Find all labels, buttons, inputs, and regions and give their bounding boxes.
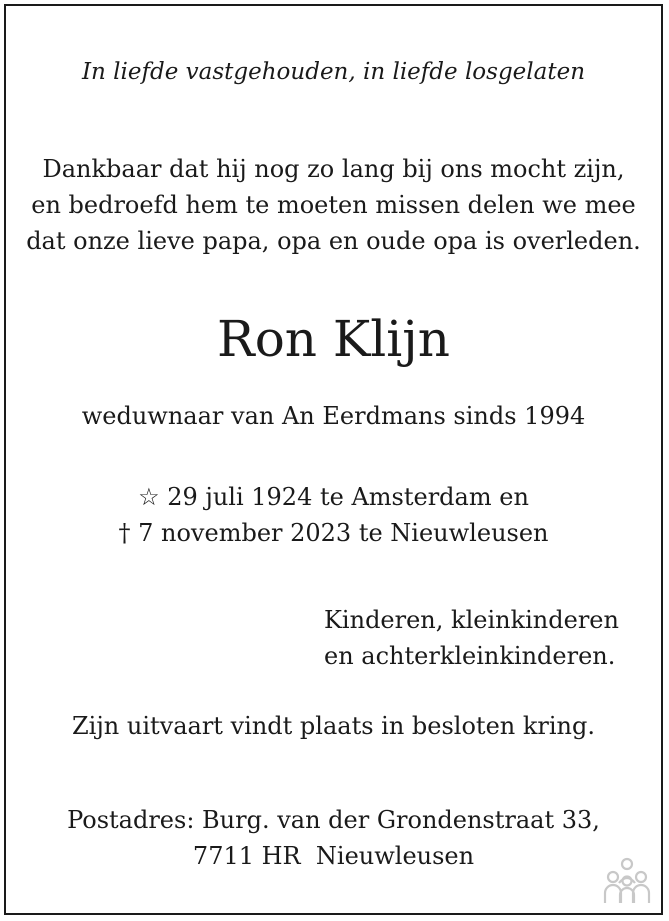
- family-line: Kinderen, kleinkinderen: [324, 606, 619, 634]
- people-group-icon: [601, 853, 653, 905]
- address-line: Postadres: Burg. van der Grondenstraat 33,: [67, 806, 600, 834]
- intro-line: Dankbaar dat hij nog zo lang bij ons mocht zijn,: [42, 155, 625, 183]
- widower-line: weduwnaar van An Eerdmans sinds 1994: [81, 402, 586, 430]
- intro-text: [6, 151, 661, 259]
- obituary-card: [4, 4, 663, 915]
- family-line: en achterkleinkinderen.: [324, 642, 616, 670]
- intro-line: dat onze lieve papa, opa en oude opa is overleden.: [26, 227, 641, 255]
- birth-line: ☆ 29 juli 1924 te Amsterdam en: [138, 483, 529, 511]
- family-signature: [324, 602, 624, 674]
- funeral-notice: Zijn uitvaart vindt plaats in besloten kring.: [72, 712, 595, 740]
- death-line: † 7 november 2023 te Nieuwleusen: [118, 519, 549, 547]
- postal-address: [6, 802, 661, 874]
- dates: [6, 479, 661, 551]
- deceased-name: Ron Klijn: [217, 310, 450, 368]
- motto: In liefde vastgehouden, in liefde losgelaten: [81, 59, 586, 85]
- address-line: 7711 HR Nieuwleusen: [192, 842, 475, 870]
- intro-line: en bedroefd hem te moeten missen delen we mee: [31, 191, 636, 219]
